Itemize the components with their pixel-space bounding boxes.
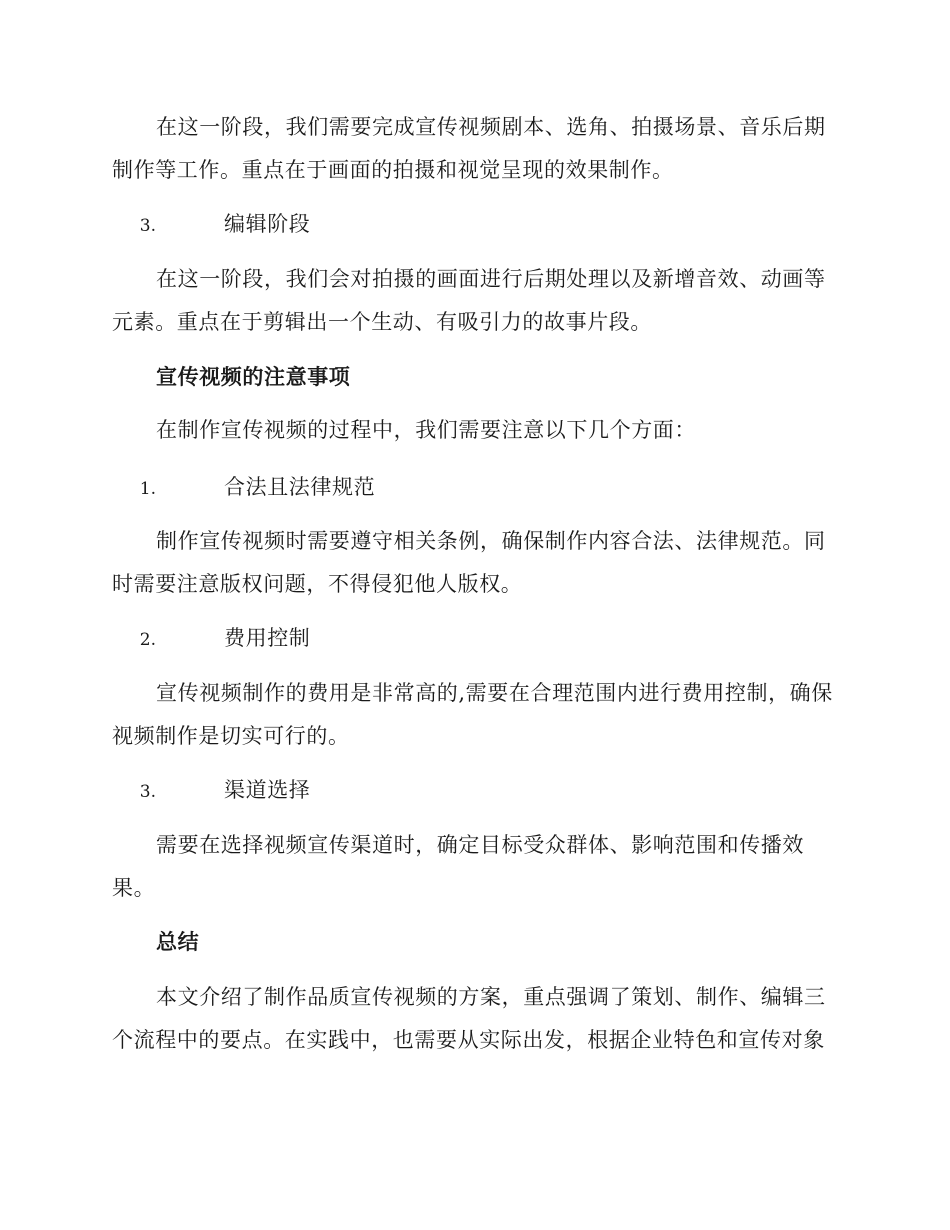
list-number: 3. xyxy=(139,216,156,236)
list-label: 合法且法律规范 xyxy=(224,475,376,499)
list-item-cost xyxy=(112,623,836,655)
paragraph-channel: 需要在选择视频宣传渠道时，确定目标受众群体、影响范围和传播效果。 xyxy=(112,833,804,900)
list-label: 编辑阶段 xyxy=(224,212,311,236)
list-item-edit-stage xyxy=(112,209,836,241)
list-number: 2. xyxy=(139,630,156,650)
list-label: 渠道选择 xyxy=(224,778,311,802)
paragraph-production-stage: 在这一阶段，我们需要完成宣传视频剧本、选角、拍摄场景、音乐后期制作等工作。重点在于画面的拍摄和视觉呈现的效果制作。 xyxy=(112,115,826,182)
list-item-legal xyxy=(112,472,836,504)
list-number: 1. xyxy=(139,479,156,499)
section-heading-notes: 宣传视频的注意事项 xyxy=(156,365,351,389)
paragraph-edit-stage: 在这一阶段，我们会对拍摄的画面进行后期处理以及新增音效、动画等元素。重点在于剪辑出一个生动、有吸引力的故事片段。 xyxy=(112,267,826,334)
list-item-channel xyxy=(112,775,836,807)
section-heading-summary: 总结 xyxy=(156,930,200,954)
paragraph-summary: 本文介绍了制作品质宣传视频的方案，重点强调了策划、制作、编辑三个流程中的要点。在实践中，也需要从实际出发，根据企业特色和宣传对象 xyxy=(112,985,826,1052)
list-number: 3. xyxy=(139,782,156,802)
paragraph-notes-intro: 在制作宣传视频的过程中，我们需要注意以下几个方面： xyxy=(156,418,696,442)
list-label: 费用控制 xyxy=(224,626,311,650)
paragraph-cost: 宣传视频制作的费用是非常高的,需要在合理范围内进行费用控制，确保视频制作是切实可行的。 xyxy=(112,681,833,748)
paragraph-legal: 制作宣传视频时需要遵守相关条例，确保制作内容合法、法律规范。同时需要注意版权问题，不得侵犯他人版权。 xyxy=(112,529,826,596)
